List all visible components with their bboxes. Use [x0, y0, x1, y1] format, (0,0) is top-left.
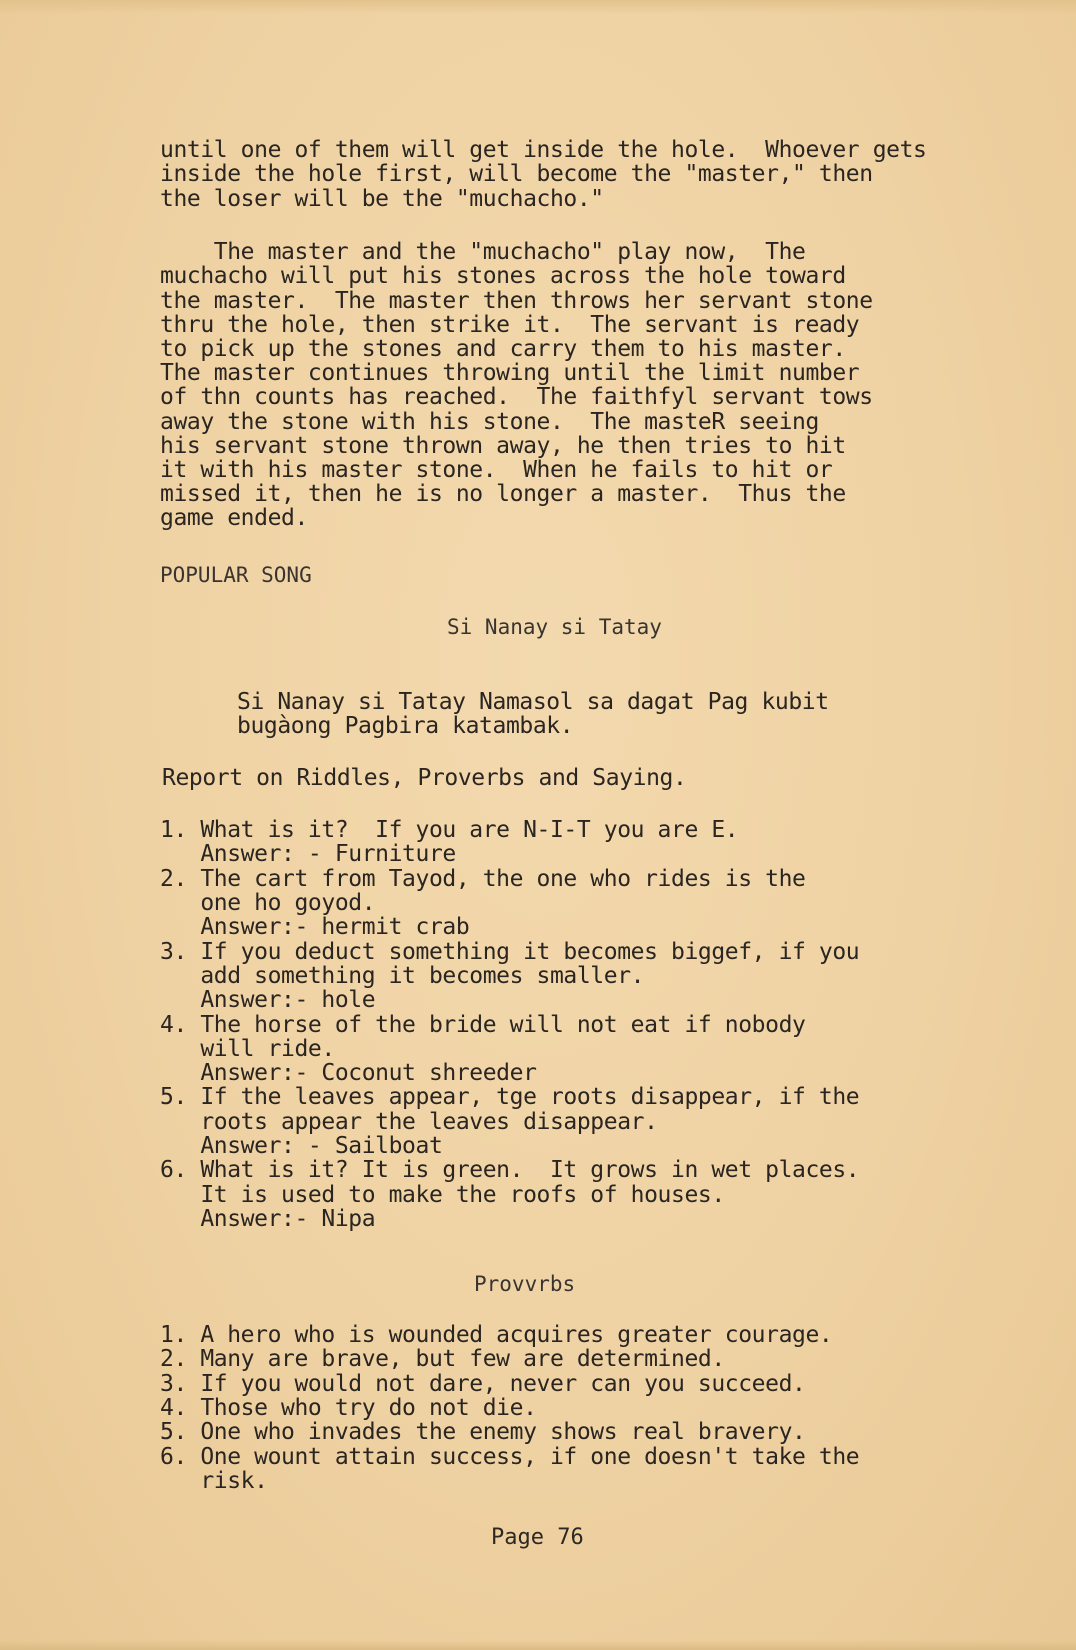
song-title: Si Nanay si Tatay — [447, 615, 662, 639]
riddle-line: one ho goyod. — [160, 890, 376, 916]
proverb-line: 3. If you would not dare, never can you succeed. — [160, 1371, 806, 1397]
riddle-line: 3. If you deduct something it becomes biggef, if you — [160, 939, 860, 965]
riddle-line: Answer:- hermit crab — [160, 914, 470, 940]
proverb-line: 5. One who invades the enemy shows real bravery. — [160, 1419, 806, 1445]
section-heading-proverbs: Provvrbs — [474, 1272, 576, 1296]
paragraph-line: the loser will be the "muchacho." — [160, 186, 604, 212]
paragraph-line: it with his master stone. When he fails to hit or — [160, 457, 833, 483]
riddle-line: Answer:- Nipa — [160, 1206, 376, 1232]
page-top-edge — [0, 0, 1076, 14]
song-lyric-line: bugàong Pagbira katambak. — [237, 713, 574, 739]
riddle-line: 4. The horse of the bride will not eat if nobody — [160, 1012, 806, 1038]
proverb-line: 4. Those who try do not die. — [160, 1395, 537, 1421]
riddle-line: 2. The cart from Tayod, the one who rides is the — [160, 866, 806, 892]
paragraph-line: until one of them will get inside the hole. Whoever gets — [160, 137, 927, 163]
paragraph-line: The master and the "muchacho" play now, The — [160, 239, 806, 265]
song-lyric-line: Si Nanay si Tatay Namasol sa dagat Pag kubit — [237, 689, 829, 715]
paragraph-line: missed it, then he is no longer a master. Thus the — [160, 481, 846, 507]
riddle-line: will ride. — [160, 1036, 335, 1062]
proverb-line: 6. One wount attain success, if one doesn't take the — [160, 1444, 860, 1470]
paragraph-line: the master. The master then throws her servant stone — [160, 288, 873, 314]
riddle-line: roots appear the leaves disappear. — [160, 1109, 658, 1135]
page-bottom-edge — [0, 1640, 1076, 1650]
riddle-line: 1. What is it? If you are N-I-T you are E. — [160, 817, 739, 843]
paragraph-line: The master continues throwing until the limit number — [160, 360, 860, 386]
paragraph-line: of thn counts has reached. The faithfyl servant tows — [160, 384, 873, 410]
riddle-line: It is used to make the roofs of houses. — [160, 1182, 725, 1208]
paragraph-line: muchacho will put his stones across the hole toward — [160, 263, 846, 289]
paragraph-line: to pick up the stones and carry them to his master. — [160, 336, 846, 362]
paragraph-line: away the stone with his stone. The masteR seeing — [160, 409, 819, 435]
section-heading-popular-song: POPULAR SONG — [160, 563, 312, 587]
section-heading-report: Report on Riddles, Proverbs and Saying. — [162, 765, 687, 791]
riddle-line: Answer:- hole — [160, 987, 376, 1013]
proverb-line: risk. — [160, 1468, 268, 1494]
riddle-line: add something it becomes smaller. — [160, 963, 645, 989]
riddle-line: 5. If the leaves appear, tge roots disappear, if the — [160, 1084, 860, 1110]
riddle-line: 6. What is it? It is green. It grows in wet places. — [160, 1157, 860, 1183]
riddle-line: Answer:- Coconut shreeder — [160, 1060, 537, 1086]
paragraph-line: inside the hole first, will become the "master," then — [160, 161, 873, 187]
proverb-line: 1. A hero who is wounded acquires greater courage. — [160, 1322, 833, 1348]
paragraph-line: his servant stone thrown away, he then tries to hit — [160, 433, 846, 459]
riddle-line: Answer: - Furniture — [160, 841, 456, 867]
page-number: Page 76 — [491, 1525, 584, 1550]
paragraph-line: game ended. — [160, 505, 308, 531]
paragraph-line: thru the hole, then strike it. The servant is ready — [160, 312, 860, 338]
proverb-line: 2. Many are brave, but few are determined. — [160, 1346, 725, 1372]
riddle-line: Answer: - Sailboat — [160, 1133, 443, 1159]
